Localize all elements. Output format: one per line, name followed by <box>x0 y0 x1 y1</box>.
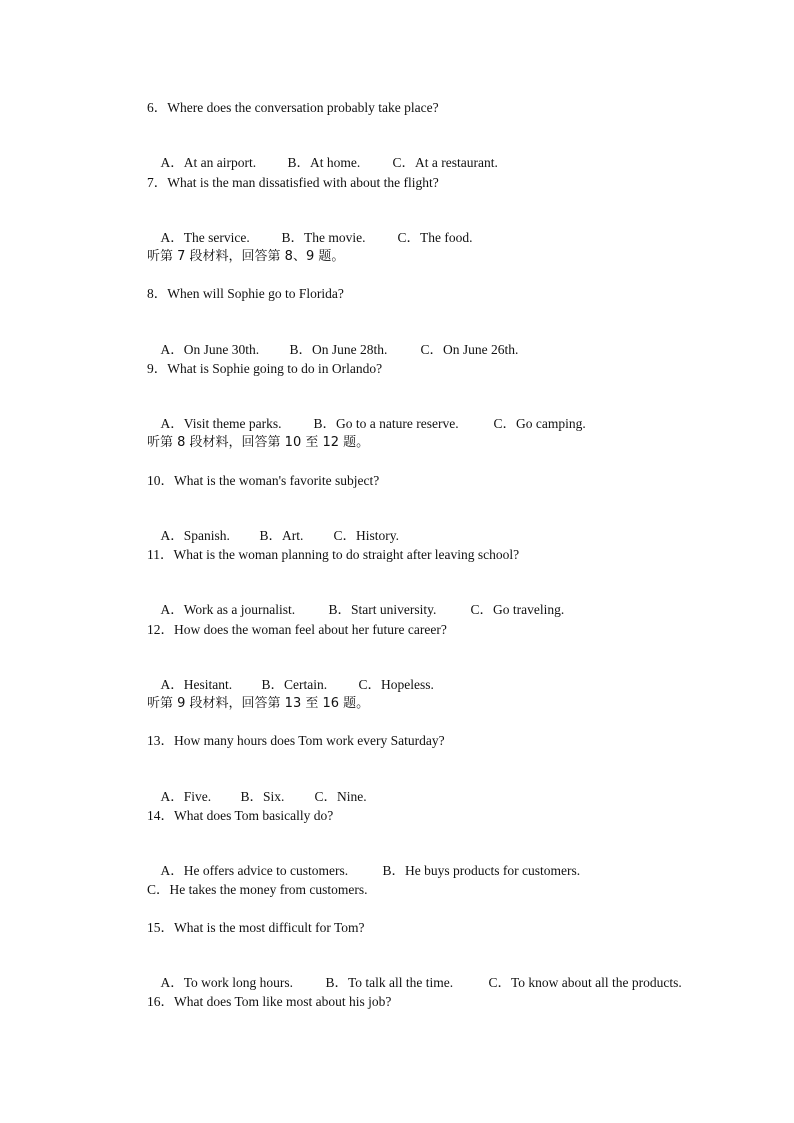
option-a: A．He offers advice to customers. <box>160 863 349 878</box>
option-a: A．Hesitant. <box>160 677 233 692</box>
question-14-stem: 14．What does Tom basically do? <box>147 808 334 823</box>
option-b: B．He buys products for customers. <box>382 863 581 878</box>
section-8-instruction: 听第 8 段材料，回答第 10 至 12 题。 <box>147 435 370 450</box>
option-c: C．On June 26th. <box>420 342 519 357</box>
option-b: B．The movie. <box>281 230 366 245</box>
question-7-stem: 7．What is the man dissatisfied with about the flight? <box>147 175 439 190</box>
option-b: B．Art. <box>259 528 304 543</box>
section-9-instruction: 听第 9 段材料，回答第 13 至 16 题。 <box>147 696 370 711</box>
option-a: A．At an airport. <box>160 155 257 170</box>
option-c: C．Hopeless. <box>358 677 434 692</box>
option-b: B．Start university. <box>328 602 437 617</box>
question-12-stem: 12．How does the woman feel about her future career? <box>147 622 447 637</box>
option-b: B．To talk all the time. <box>325 975 454 990</box>
option-a: A．The service. <box>160 230 250 245</box>
option-b: B．Go to a nature reserve. <box>313 416 459 431</box>
option-c: C．To know about all the products. <box>488 975 682 990</box>
option-c: C．Go camping. <box>493 416 586 431</box>
option-c: C．At a restaurant. <box>392 155 498 170</box>
option-b: B．On June 28th. <box>289 342 388 357</box>
question-14-option-c: C．He takes the money from customers. <box>147 882 368 897</box>
option-a: A．Spanish. <box>160 528 230 543</box>
option-c: C．The food. <box>397 230 473 245</box>
section-7-instruction: 听第 7 段材料，回答第 8、9 题。 <box>147 249 345 264</box>
option-b: B．Certain. <box>261 677 328 692</box>
question-10-stem: 10．What is the woman's favorite subject? <box>147 473 380 488</box>
question-16-stem: 16．What does Tom like most about his job? <box>147 994 392 1009</box>
question-11-stem: 11．What is the woman planning to do straight after leaving school? <box>147 547 520 562</box>
option-a: A．Visit theme parks. <box>160 416 282 431</box>
option-a: A．Work as a journalist. <box>160 602 296 617</box>
question-13-stem: 13．How many hours does Tom work every Saturday? <box>147 733 445 748</box>
option-a: A．Five. <box>160 789 212 804</box>
option-a: A．To work long hours. <box>160 975 294 990</box>
option-b: B．At home. <box>287 155 361 170</box>
option-c: C．History. <box>333 528 400 543</box>
option-c: C．Nine. <box>314 789 367 804</box>
question-8-stem: 8．When will Sophie go to Florida? <box>147 286 344 301</box>
question-6-stem: 6．Where does the conversation probably take place? <box>147 100 439 115</box>
option-c: C．Go traveling. <box>470 602 565 617</box>
question-9-stem: 9．What is Sophie going to do in Orlando? <box>147 361 383 376</box>
option-b: B．Six. <box>240 789 285 804</box>
question-15-stem: 15．What is the most difficult for Tom? <box>147 920 365 935</box>
option-a: A．On June 30th. <box>160 342 260 357</box>
